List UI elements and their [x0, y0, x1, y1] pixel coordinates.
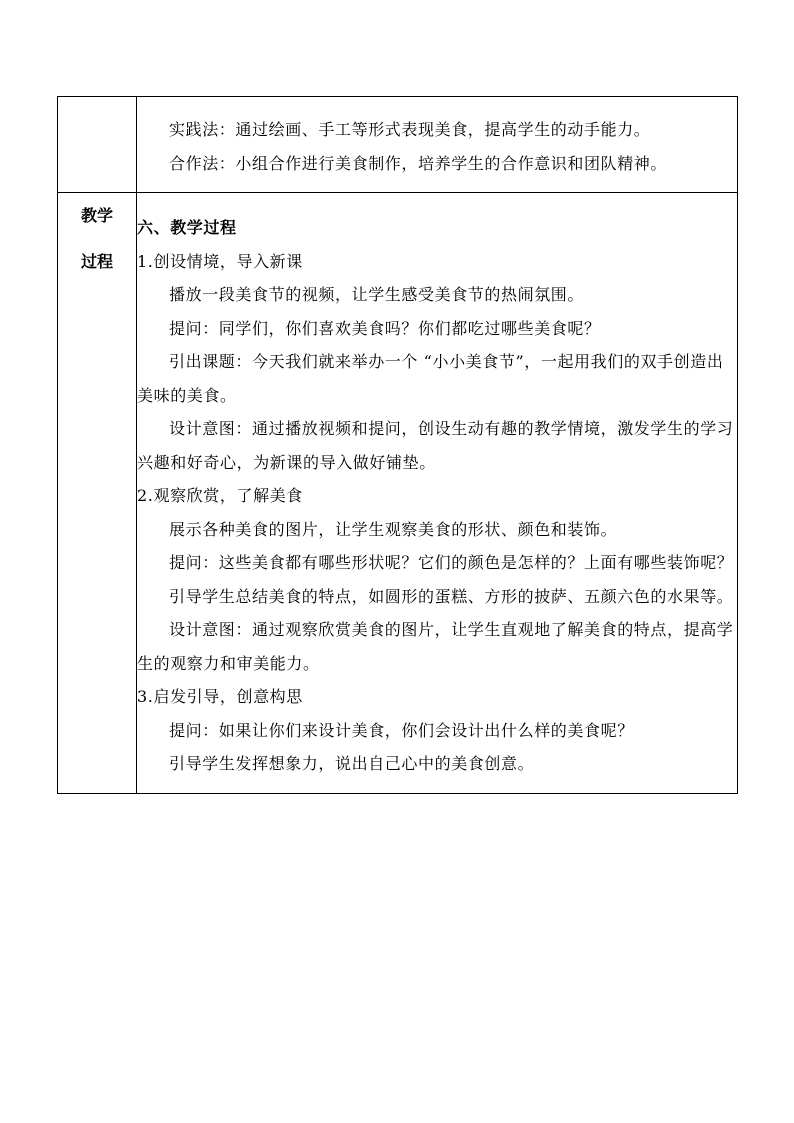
- label-line-1: 教学: [80, 206, 113, 225]
- step2-paragraph: 展示各种美食的图片，让学生观察美食的形状、颜色和装饰。: [169, 519, 618, 539]
- step3-title: 3.启发引导，创意构思: [137, 687, 303, 706]
- step2-paragraph: 引导学生总结美食的特点，如圆形的蛋糕、方形的披萨、五颜六色的水果等。: [169, 586, 734, 606]
- step2-paragraph: 提问：这些美食都有哪些形状呢？它们的颜色是怎样的？上面有哪些装饰呢？: [169, 553, 734, 572]
- step3-paragraph: 提问：如果让你们来设计美食，你们会设计出什么样的美食呢？: [169, 720, 634, 740]
- step3-paragraph: 引导学生发挥想象力，说出自己心中的美食创意。: [169, 754, 535, 773]
- teaching-process-row: [58, 193, 738, 794]
- step1-design-intent: 设计意图：通过播放视频和提问，创设生动有趣的教学情境，激发学生的学习兴趣和好奇心，为新课的导入做好铺垫。: [137, 419, 734, 472]
- lesson-plan-table: [57, 96, 738, 794]
- label-line-2: 过程: [80, 252, 113, 271]
- teaching-methods-row: [58, 97, 738, 193]
- step1-paragraph: 播放一段美食节的视频，让学生感受美食节的热闹氛围。: [169, 285, 585, 304]
- teaching-process-content: [137, 193, 738, 794]
- step1-paragraph: 引出课题：今天我们就来举办一个 “小小美食节”，一起用我们的双手创造出美味的美食。: [137, 352, 724, 405]
- step2-design-intent: 设计意图：通过观察欣赏美食的图片，让学生直观地了解美食的特点，提高学生的观察力和审美能力。: [137, 620, 734, 673]
- teaching-process-label: [58, 193, 137, 794]
- section-heading: 六、教学过程: [137, 218, 237, 237]
- practice-method-text: 实践法：通过绘画、手工等形式表现美食，提高学生的动手能力。: [169, 120, 651, 139]
- teaching-methods-content: [137, 97, 738, 193]
- step2-title: 2.观察欣赏，了解美食: [137, 486, 303, 505]
- cooperation-method-text: 合作法：小组合作进行美食制作，培养学生的合作意识和团队精神。: [169, 153, 668, 173]
- step1-paragraph: 提问：同学们，你们喜欢美食吗？你们都吃过哪些美食呢？: [169, 318, 601, 338]
- row-label-cell: [58, 97, 137, 193]
- step1-title: 1.创设情境，导入新课: [137, 251, 303, 271]
